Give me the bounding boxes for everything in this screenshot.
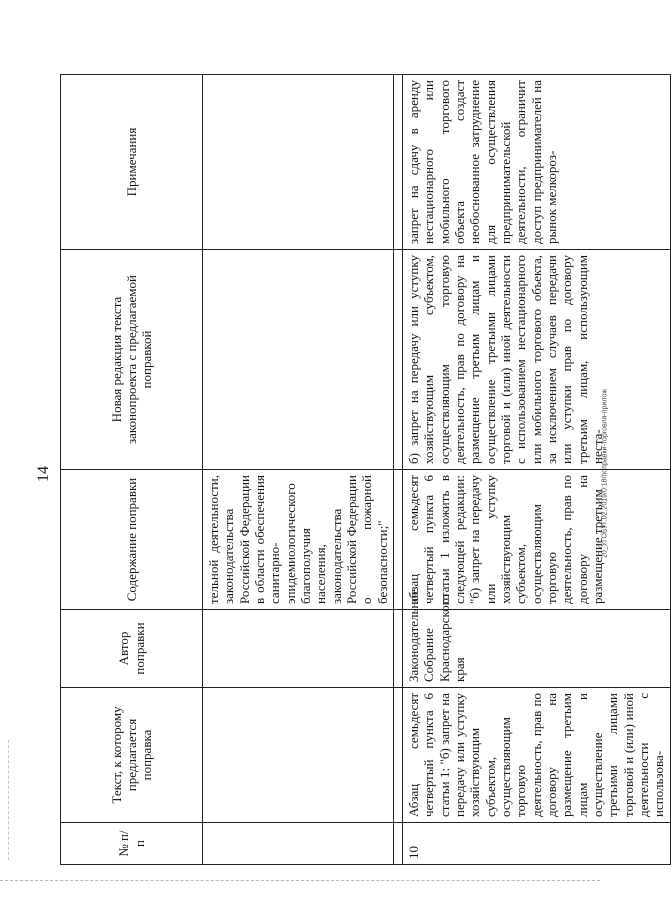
cell-10-new-text: б) запрет на передачу или уступку хозяйствующим субъектом, осуществляющим торговую деятельность, прав по договору на размещение третьим лицам и осуществление третьими лицами торговой и (или) иной деятельности с использованием нестационарного или мобильного торгового объекта, за исключением случаев передачи или уступки прав по договору третьим лицам, использующим неста-	[402, 250, 670, 470]
cell-10-text: Абзац семьдесят четвертый пункта 6 статьи 1: "б) запрет на передачу или уступку хозяйствующим субъектом, осуществляющим торговую деятельность, прав по договору на размещение третьим лицам и осуществление третьими лицами торговой и (или) иной деятельности с использова-	[402, 688, 670, 823]
header-num: № п/п	[61, 823, 203, 865]
fold-line	[0, 880, 600, 881]
cell-prev-num	[203, 823, 394, 865]
cell-prev-new-text	[203, 250, 394, 470]
header-new-text: Новая редакция текста законопроекта с предлагаемой поправкой	[61, 250, 203, 470]
header-text: Текст, к которому предлагается поправка	[61, 688, 203, 823]
cell-prev-author	[203, 610, 394, 688]
table-header-row	[61, 75, 203, 865]
table-row-prev	[203, 75, 394, 865]
footer-filename: 20_УГОБУГ.02.2019/0:18/поправки-торговля-прилож	[601, 388, 609, 559]
cell-prev-text	[203, 688, 394, 823]
edge-line	[8, 740, 9, 860]
table-row-10	[402, 75, 670, 865]
cell-prev-content: тельной деятельности, законодательства Российской Федерации в области обеспечения санитарно-эпидемиологического благополучия населения, законодательства Российской Федерации о пожарной безопасности;"	[203, 470, 394, 610]
cell-prev-notes	[203, 75, 394, 250]
header-author: Автор поправки	[61, 610, 203, 688]
cell-10-num: 10	[402, 823, 670, 865]
page-number: 14	[35, 466, 52, 482]
cell-10-notes: запрет на сдачу в аренду нестационарного или мобильного торгового объекта создаст необоснованное затруднение для осуществления предпринимательской деятельности, ограничит доступ предпринимателей на рынок мелкороз-	[402, 75, 670, 250]
header-content: Содержание поправки	[61, 470, 203, 610]
cell-10-author: Законодательное Собрание Краснодарского края	[402, 610, 670, 688]
table-row-spacer	[393, 75, 402, 865]
header-notes: Примечания	[61, 75, 203, 250]
cell-10-content: абзац семьдесят четвертый пункта 6 статьи 1 изложить в следующей редакции: "б) запрет на передачу или уступку хозяйствующим субъектом, осуществляющим торговую деятельность, прав по договору на размещение третьим	[402, 470, 670, 610]
amendments-table	[60, 74, 671, 865]
